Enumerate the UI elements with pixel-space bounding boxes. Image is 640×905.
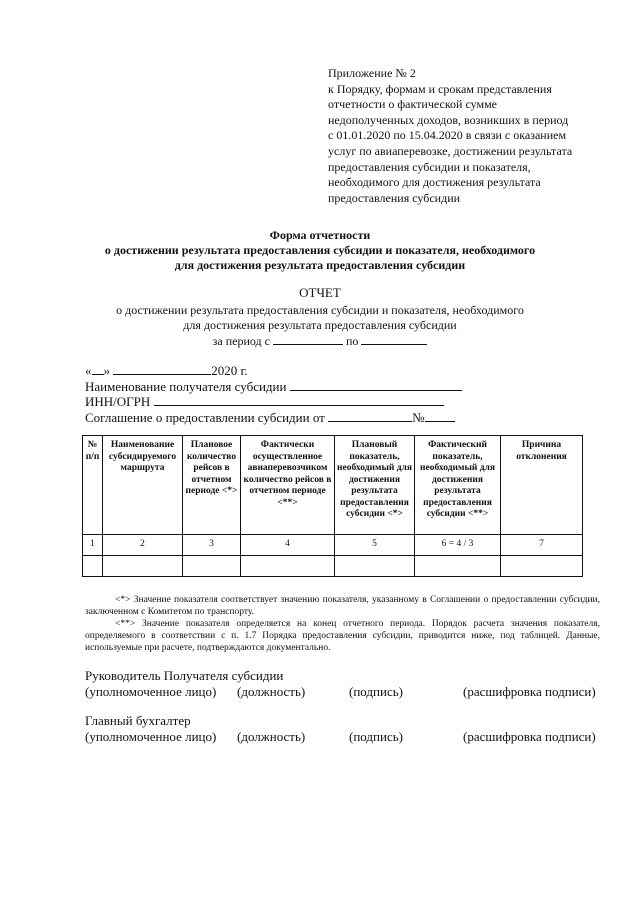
date-quote-open: «: [85, 363, 92, 378]
col-header-planned-flights: Плановое количество рейсов в отчетном периоде <*>: [183, 436, 241, 535]
date-month-field[interactable]: [113, 363, 211, 375]
table-cell: 5: [335, 535, 415, 556]
period-mid: по: [345, 334, 359, 348]
signature-row: [85, 729, 605, 745]
report-heading: [0, 285, 640, 349]
table-cell-empty[interactable]: [83, 556, 103, 577]
sig-authorized: (уполномоченное лицо): [85, 684, 217, 699]
date-line: [85, 363, 462, 379]
appendix-line: предоставления субсидии: [328, 190, 461, 205]
table-row: [83, 535, 583, 556]
table-header-row: [83, 436, 583, 535]
table-cell: 6 = 4 / 3: [415, 535, 501, 556]
appendix-line: Приложение № 2: [328, 66, 416, 80]
agreement-line: [85, 410, 462, 426]
sig-signature: (подпись): [349, 729, 403, 744]
period-prefix: за период с: [212, 334, 270, 348]
recipient-line: [85, 379, 462, 395]
accountant-title: Главный бухгалтер: [85, 713, 191, 728]
report-period: [0, 333, 640, 349]
col-header-planned-indicator: Плановый показатель, необходимый для достижения результата предоставления субсидии <*>: [335, 436, 415, 535]
inn-label: ИНН/ОГРН: [85, 394, 151, 409]
sig-decryption: (расшифровка подписи): [463, 684, 596, 699]
report-line1: о достижении результата предоставления субсидии и показателя, необходимого: [116, 303, 524, 317]
table-cell: 3: [183, 535, 241, 556]
signature-row: [85, 684, 605, 700]
appendix-line: необходимого для достижения результата: [328, 175, 541, 190]
form-title-line2: о достижении результата предоставления субсидии и показателя, необходимого: [104, 243, 536, 257]
appendix-line: недополученных доходов, возникших в период: [328, 112, 569, 127]
table-cell: 7: [501, 535, 583, 556]
sig-decryption: (расшифровка подписи): [463, 729, 596, 744]
recipient-field[interactable]: [290, 379, 462, 391]
table-row: [83, 556, 583, 577]
report-fields: [85, 363, 462, 425]
period-from-field[interactable]: [273, 333, 343, 345]
date-day-field[interactable]: [92, 363, 104, 375]
sig-signature: (подпись): [349, 684, 403, 699]
table-cell-empty[interactable]: [241, 556, 335, 577]
appendix-line: отчетности о фактической сумме: [328, 97, 497, 112]
table-cell-empty[interactable]: [335, 556, 415, 577]
agreement-number-label: №: [412, 409, 425, 425]
form-title: [0, 228, 640, 273]
agreement-date-field[interactable]: [328, 410, 412, 422]
footnote-1: <*> Значение показателя соответствует значению показателя, указанному в Соглашении о предоставлении субсидии, заключенном с Комитетом по транспорту.: [85, 595, 600, 617]
sig-authorized: (уполномоченное лицо): [85, 729, 217, 744]
col-header-number: № п/п: [83, 436, 103, 535]
footnote-2: <**> Значение показателя определяется на конец отчетного периода. Порядок расчета значения показателя, определяемого в соответствии с п. 1.7 Порядка предоставления субсидии, приводится ниже, под таблицей. Данные, используемые при расчете, подтверждаются документально.: [85, 619, 600, 653]
period-to-field[interactable]: [361, 333, 427, 345]
form-title-line3: для достижения результата предоставления субсидии: [174, 258, 466, 272]
table-cell: 4: [241, 535, 335, 556]
inn-field[interactable]: [154, 394, 444, 406]
sig-position: (должность): [237, 684, 306, 699]
form-title-line1: Форма отчетности: [269, 228, 371, 242]
date-year: 2020 г.: [211, 363, 248, 378]
report-title: ОТЧЕТ: [299, 285, 341, 300]
appendix-line: к Порядку, формам и срокам представления: [328, 81, 552, 96]
report-line2: для достижения результата предоставления субсидии: [183, 318, 457, 332]
table-cell-empty[interactable]: [415, 556, 501, 577]
table-cell: 1: [83, 535, 103, 556]
agreement-label: Соглашение о предоставлении субсидии от: [85, 409, 325, 425]
appendix-line: услуг по авиаперевозке, достижении результата: [328, 143, 573, 158]
table-cell-empty[interactable]: [103, 556, 183, 577]
col-header-actual-flights: Фактически осуществленное авиаперевозчиком количество рейсов в отчетном периоде <**>: [241, 436, 335, 535]
col-header-actual-indicator: Фактический показатель, необходимый для достижения результата предоставления субсидии <**>: [415, 436, 501, 535]
sig-position: (должность): [237, 729, 306, 744]
appendix-header: [328, 66, 572, 206]
head-title: Руководитель Получателя субсидии: [85, 668, 284, 683]
table-cell: 2: [103, 535, 183, 556]
signature-block-head: [85, 668, 605, 700]
appendix-line: предоставления субсидии и показателя,: [328, 159, 531, 174]
table-cell-empty[interactable]: [501, 556, 583, 577]
agreement-number-field[interactable]: [425, 410, 455, 422]
col-header-deviation-reason: Причина отклонения: [501, 436, 583, 535]
date-quote-close: »: [103, 363, 110, 378]
recipient-label: Наименование получателя субсидии: [85, 378, 287, 394]
appendix-line: с 01.01.2020 по 15.04.2020 в связи с оказанием: [328, 128, 567, 143]
col-header-route: Наименование субсидируемого маршрута: [103, 436, 183, 535]
inn-line: [85, 394, 462, 410]
report-table: [82, 435, 583, 577]
footnotes: [85, 594, 600, 654]
table-cell-empty[interactable]: [183, 556, 241, 577]
signature-block-accountant: [85, 713, 605, 745]
